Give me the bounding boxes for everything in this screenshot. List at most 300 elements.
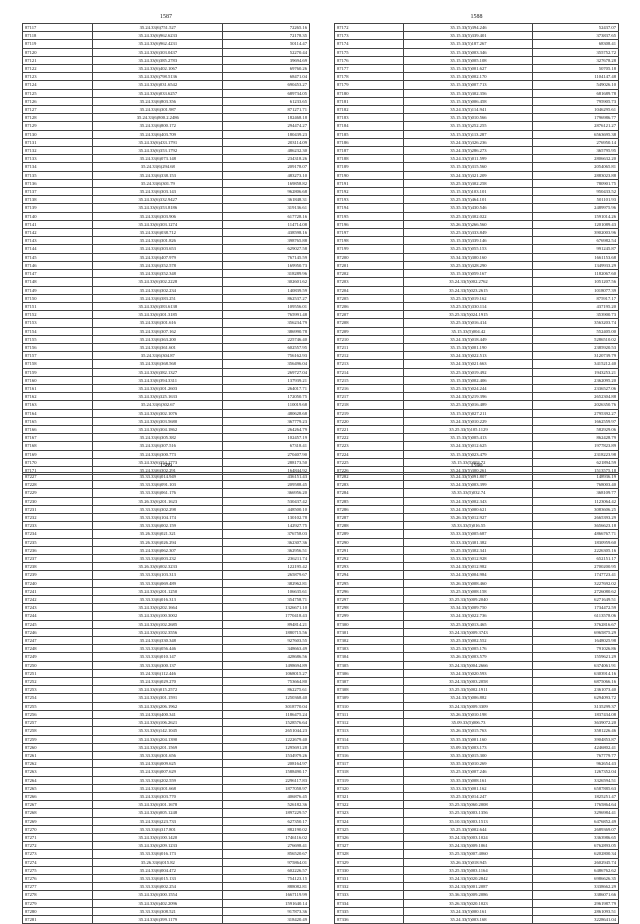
- point-id-cell: 87331: [335, 874, 404, 882]
- y-coordinate-cell: 756162.93: [223, 352, 310, 360]
- y-coordinate-cell: 602226.57: [223, 866, 310, 874]
- point-id-cell: 87308: [335, 686, 404, 694]
- table-row: [335, 907, 619, 915]
- x-coordinate-cell: 35.35.33(5)015.300: [404, 751, 533, 759]
- y-coordinate-cell: 617728.16: [223, 212, 310, 220]
- table-row: [23, 735, 310, 743]
- table-row: [335, 89, 619, 97]
- x-coordinate-cell: 35.15.33(5)003.346: [404, 48, 533, 56]
- panel-title: 1588: [470, 14, 483, 20]
- table-row: [335, 579, 619, 587]
- y-coordinate-cell: 602557.95: [223, 343, 310, 351]
- x-coordinate-cell: 35.26.33(5)010.198: [404, 710, 533, 718]
- point-id-cell: 87309: [335, 694, 404, 702]
- y-coordinate-cell: 1648025.98: [533, 637, 619, 645]
- point-id-cell: 87231: [23, 505, 93, 513]
- y-coordinate-cell: 2806632.20: [533, 155, 619, 163]
- point-id-cell: 87242: [23, 596, 93, 604]
- x-coordinate-cell: 35.15.33(5)027.211: [404, 409, 533, 417]
- table-row: [335, 727, 619, 735]
- panel-1589: [22, 463, 310, 924]
- table-row: [335, 661, 619, 669]
- point-id-cell: 87161: [23, 384, 93, 392]
- table-row: [335, 106, 619, 114]
- panel-title: 1590: [470, 463, 483, 469]
- y-coordinate-cell: 856520.67: [223, 850, 310, 858]
- point-id-cell: 87312: [335, 719, 404, 727]
- x-coordinate-cell: 35.24.33(6)394.3311: [93, 376, 223, 384]
- x-coordinate-cell: 35.33.33(5)001.162: [404, 784, 533, 792]
- point-id-cell: 87157: [23, 352, 93, 360]
- x-coordinate-cell: 35.25.33(5)024.244: [404, 384, 533, 392]
- table-row: [335, 286, 619, 294]
- x-coordinate-cell: 35.24.33(6)294.68: [93, 163, 223, 171]
- y-coordinate-cell: 169858.82: [223, 179, 310, 187]
- y-coordinate-cell: 3120739.79: [533, 352, 619, 360]
- table-row: [335, 522, 619, 530]
- table-row: [335, 858, 619, 866]
- x-coordinate-cell: 35.33.33(6)142.1045: [93, 727, 223, 735]
- x-coordinate-cell: 35.33.33(6)202.559: [93, 776, 223, 784]
- y-coordinate-cell: 681689.78: [533, 89, 619, 97]
- y-coordinate-cell: 269727.04: [223, 368, 310, 376]
- x-coordinate-cell: 35.26.33(5)012.927: [404, 514, 533, 522]
- y-coordinate-cell: 367779.23: [223, 417, 310, 425]
- point-id-cell: 87182: [335, 106, 404, 114]
- y-coordinate-cell: 1588490.17: [223, 768, 310, 776]
- table-row: [23, 489, 310, 497]
- table-row: [23, 883, 310, 891]
- y-coordinate-cell: 362307.36: [223, 538, 310, 546]
- point-id-cell: 87244: [23, 612, 93, 620]
- y-coordinate-cell: 2318223.98: [533, 450, 619, 458]
- x-coordinate-cell: 35.25.33(5)333.849: [404, 229, 533, 237]
- table-row: [23, 302, 310, 310]
- point-id-cell: 87241: [23, 587, 93, 595]
- table-row: [335, 505, 619, 513]
- y-coordinate-cell: 366956.20: [223, 489, 310, 497]
- x-coordinate-cell: 35.24.33(6)301.987: [93, 106, 223, 114]
- point-id-cell: 87124: [23, 81, 93, 89]
- point-id-cell: 87322: [335, 801, 404, 809]
- y-coordinate-cell: 428686.56: [223, 653, 310, 661]
- point-id-cell: 87330: [335, 866, 404, 874]
- table-row: [23, 760, 310, 768]
- x-coordinate-cell: 35.15.33(5)302.356: [404, 89, 533, 97]
- table-row: [335, 760, 619, 768]
- table-row: [335, 497, 619, 505]
- point-id-cell: 87166: [23, 425, 93, 433]
- y-coordinate-cell: 362956.51: [223, 546, 310, 554]
- x-coordinate-cell: 35.25.33(5)008.158: [404, 587, 533, 595]
- y-coordinate-cell: 69760.26: [223, 65, 310, 73]
- point-id-cell: 87240: [23, 579, 93, 587]
- point-id-cell: 87130: [23, 130, 93, 138]
- table-row: [23, 245, 310, 253]
- x-coordinate-cell: 35.24.33(6)382.1327: [93, 368, 223, 376]
- panel-1590: [334, 463, 619, 924]
- point-id-cell: 87333: [335, 891, 404, 899]
- table-row: [335, 481, 619, 489]
- point-id-cell: 87212: [335, 352, 404, 360]
- table-row: [335, 32, 619, 40]
- point-id-cell: 87183: [335, 114, 404, 122]
- x-coordinate-cell: 35.24.33(5)009.1061: [404, 842, 533, 850]
- point-id-cell: 87148: [23, 278, 93, 286]
- x-coordinate-cell: 35.25.33(5)464.101: [404, 196, 533, 204]
- y-coordinate-cell: 1825251.47: [533, 792, 619, 800]
- point-id-cell: 87278: [23, 891, 93, 899]
- table-row: [23, 147, 310, 155]
- table-row: [335, 114, 619, 122]
- y-coordinate-cell: 3363986.65: [533, 833, 619, 841]
- table-row: [23, 743, 310, 751]
- point-id-cell: 87132: [23, 147, 93, 155]
- point-id-cell: 87264: [23, 776, 93, 784]
- point-id-cell: 87225: [335, 458, 404, 466]
- point-id-cell: 87142: [23, 229, 93, 237]
- panel-1587: [22, 14, 310, 475]
- point-id-cell: 87207: [335, 311, 404, 319]
- y-coordinate-cell: 1222679.40: [223, 735, 310, 743]
- point-id-cell: 87334: [335, 899, 404, 907]
- table-row: [23, 253, 310, 261]
- x-coordinate-cell: 35.25.33(5)330.114: [404, 302, 533, 310]
- x-coordinate-cell: 35.35.33(5)032.74: [404, 489, 533, 497]
- y-coordinate-cell: 1837434.08: [533, 710, 619, 718]
- table-row: [335, 874, 619, 882]
- table-row: [23, 261, 310, 269]
- y-coordinate-cell: 1250368.40: [223, 694, 310, 702]
- y-coordinate-cell: 225746.40: [223, 335, 310, 343]
- y-coordinate-cell: 1591640.14: [223, 899, 310, 907]
- x-coordinate-cell: 35.15.33(5)103.101: [404, 188, 533, 196]
- x-coordinate-cell: 35.24.33(6)303.770: [93, 792, 223, 800]
- table-row: [335, 278, 619, 286]
- y-coordinate-cell: 6294093.72: [533, 694, 619, 702]
- table-row: [335, 825, 619, 833]
- point-id-cell: 87239: [23, 571, 93, 579]
- y-coordinate-cell: 365795.95: [533, 147, 619, 155]
- table-row: [23, 48, 310, 56]
- y-coordinate-cell: 6563695.38: [533, 130, 619, 138]
- table-row: [335, 678, 619, 686]
- y-coordinate-cell: 6486762.62: [533, 866, 619, 874]
- table-row: [335, 563, 619, 571]
- x-coordinate-cell: 35.24.33(6)353.8186: [93, 204, 223, 212]
- x-coordinate-cell: 35.24.33(5)022.736: [404, 612, 533, 620]
- y-coordinate-cell: 6875066.16: [533, 678, 619, 686]
- x-coordinate-cell: 35.15.33(5)003.72: [404, 458, 533, 466]
- x-coordinate-cell: 35.24.33(6)307.516: [93, 442, 223, 450]
- x-coordinate-cell: 35.25.33(5)060.2008: [404, 801, 533, 809]
- y-coordinate-cell: 2876121.27: [533, 122, 619, 130]
- y-coordinate-cell: 182468.18: [223, 114, 310, 122]
- table-row: [23, 138, 310, 146]
- y-coordinate-cell: 448500.10: [223, 505, 310, 513]
- y-coordinate-cell: 376758.03: [223, 530, 310, 538]
- x-coordinate-cell: 35.25.33(5)302.341: [404, 546, 533, 554]
- point-id-cell: 87258: [23, 727, 93, 735]
- point-id-cell: 87222: [335, 434, 404, 442]
- x-coordinate-cell: 35.24.33(5)091.807: [404, 473, 533, 481]
- y-coordinate-cell: 6587885.63: [533, 784, 619, 792]
- y-coordinate-cell: 2226305.16: [533, 546, 619, 554]
- x-coordinate-cell: 35.24.33(6)402.2096: [93, 899, 223, 907]
- point-id-cell: 87255: [23, 702, 93, 710]
- point-id-cell: 87289: [335, 530, 404, 538]
- y-coordinate-cell: 3386071.66: [533, 891, 619, 899]
- x-coordinate-cell: 35.25.33(5)105.1129: [404, 425, 533, 433]
- x-coordinate-cell: 35.25.33(5)002.552: [404, 637, 533, 645]
- y-coordinate-cell: 3296984.41: [533, 809, 619, 817]
- x-coordinate-cell: 35.33.33(6)016.173: [93, 850, 223, 858]
- x-coordinate-cell: 35.24.33(6)305.382: [93, 434, 223, 442]
- table-row: [23, 915, 310, 923]
- y-coordinate-cell: 327678.28: [533, 56, 619, 64]
- point-id-cell: 87297: [335, 596, 404, 604]
- x-coordinate-cell: 35.24.33(6)338.153: [93, 171, 223, 179]
- x-coordinate-cell: 35.24.33(6)301.1678: [93, 801, 223, 809]
- x-coordinate-cell: 35.24.33(6)015.2572: [93, 686, 223, 694]
- x-coordinate-cell: 35.15.33(5)002.406: [404, 376, 533, 384]
- y-coordinate-cell: 483273.10: [223, 171, 310, 179]
- table-row: [335, 343, 619, 351]
- point-id-cell: 87144: [23, 245, 93, 253]
- x-coordinate-cell: 35.24.33(6)307.162: [93, 327, 223, 335]
- table-row: [23, 204, 310, 212]
- x-coordinate-cell: 35.15.33(5)187.267: [404, 40, 533, 48]
- point-id-cell: 87227: [23, 473, 93, 481]
- y-coordinate-cell: 2795392.27: [533, 409, 619, 417]
- y-coordinate-cell: 3018770.04: [223, 702, 310, 710]
- point-id-cell: 87272: [23, 842, 93, 850]
- table-row: [335, 489, 619, 497]
- x-coordinate-cell: 35.24.33(6)403.709: [93, 130, 223, 138]
- point-id-cell: 87304: [335, 653, 404, 661]
- x-coordinate-cell: 35.33.33(6)014.949: [93, 473, 223, 481]
- y-coordinate-cell: 754123.15: [223, 874, 310, 882]
- point-id-cell: 87131: [23, 138, 93, 146]
- point-id-cell: 87180: [335, 89, 404, 97]
- x-coordinate-cell: 35.33.33(5)301.382: [404, 538, 533, 546]
- y-coordinate-cell: 2296117.83: [223, 776, 310, 784]
- x-coordinate-cell: 35.24.33(6)300.773: [93, 450, 223, 458]
- x-coordinate-cell: 35.24.33(5)003.2058: [404, 678, 533, 686]
- x-coordinate-cell: 35.15.33(5)006.458: [404, 97, 533, 105]
- x-coordinate-cell: 35.24.33(6)361.601: [93, 343, 223, 351]
- table-row: [23, 229, 310, 237]
- table-row: [335, 253, 619, 261]
- x-coordinate-cell: 35.25.33(5)055.153: [404, 245, 533, 253]
- y-coordinate-cell: 318289.96: [223, 270, 310, 278]
- table-row: [23, 65, 310, 73]
- x-coordinate-cell: 35.25.33(5)007.246: [404, 768, 533, 776]
- table-row: [335, 409, 619, 417]
- point-id-cell: 87280: [23, 907, 93, 915]
- point-id-cell: 87299: [335, 612, 404, 620]
- point-id-cell: 87281: [23, 915, 93, 923]
- table-row: [335, 138, 619, 146]
- table-row: [23, 97, 310, 105]
- y-coordinate-cell: 6303914.16: [533, 669, 619, 677]
- y-coordinate-cell: 917873.36: [223, 907, 310, 915]
- y-coordinate-cell: 39694.69: [223, 56, 310, 64]
- table-row: [23, 442, 310, 450]
- point-id-cell: 87210: [335, 335, 404, 343]
- table-row: [335, 442, 619, 450]
- x-coordinate-cell: 35.24.33(5)020.593: [404, 669, 533, 677]
- table-row: [335, 384, 619, 392]
- table-row: [335, 352, 619, 360]
- table-row: [335, 147, 619, 155]
- table-row: [23, 833, 310, 841]
- x-coordinate-cell: 35.24.33(6)004.472: [93, 866, 223, 874]
- x-coordinate-cell: 35.10.33(5)003.1513: [404, 817, 533, 825]
- x-coordinate-cell: 35.33.33(5)005.687: [404, 530, 533, 538]
- y-coordinate-cell: 1830959.60: [533, 538, 619, 546]
- point-id-cell: 87305: [335, 661, 404, 669]
- point-id-cell: 87126: [23, 97, 93, 105]
- point-id-cell: 87236: [23, 546, 93, 554]
- x-coordinate-cell: 35.34.33(5)009.750: [404, 604, 533, 612]
- y-coordinate-cell: 4866767.71: [533, 530, 619, 538]
- table-row: [335, 417, 619, 425]
- y-coordinate-cell: 276698.41: [223, 842, 310, 850]
- y-coordinate-cell: 1186475.24: [223, 710, 310, 718]
- y-coordinate-cell: 962806.68: [223, 188, 310, 196]
- x-coordinate-cell: 35.24.33(5)300.261: [404, 466, 533, 474]
- point-id-cell: 87185: [335, 130, 404, 138]
- point-id-cell: 87233: [23, 522, 93, 530]
- y-coordinate-cell: 1349933.29: [533, 261, 619, 269]
- x-coordinate-cell: 35.24.33(6)304.87: [93, 352, 223, 360]
- y-coordinate-cell: 72265.16: [223, 24, 310, 32]
- x-coordinate-cell: 35.24.33(6)304.1862: [93, 425, 223, 433]
- x-coordinate-cell: 35.24.33(5)011.599: [404, 155, 533, 163]
- table-row: [335, 735, 619, 743]
- x-coordinate-cell: 35.24.33(6)301.1591: [93, 694, 223, 702]
- y-coordinate-cell: 2602945.74: [533, 858, 619, 866]
- x-coordinate-cell: 35.26.33(6)201.1623: [93, 497, 223, 505]
- table-row: [23, 73, 310, 81]
- point-id-cell: 87218: [335, 401, 404, 409]
- table-row: [23, 669, 310, 677]
- point-id-cell: 87179: [335, 81, 404, 89]
- table-row: [335, 73, 619, 81]
- y-coordinate-cell: 3135299.37: [533, 702, 619, 710]
- y-coordinate-cell: 530437.42: [223, 497, 310, 505]
- y-coordinate-cell: 1534979.26: [223, 751, 310, 759]
- point-id-cell: 87332: [335, 883, 404, 891]
- y-coordinate-cell: 1796986.77: [533, 114, 619, 122]
- point-id-cell: 87125: [23, 89, 93, 97]
- table-row: [23, 546, 310, 554]
- x-coordinate-cell: 35.15.33(5)005.413: [404, 434, 533, 442]
- table-row: [335, 555, 619, 563]
- y-coordinate-cell: 1182067.60: [533, 270, 619, 278]
- point-id-cell: 87252: [23, 678, 93, 686]
- y-coordinate-cell: 3083606.25: [533, 505, 619, 513]
- point-id-cell: 87141: [23, 220, 93, 228]
- x-coordinate-cell: 35.15.33(5)394.246: [404, 24, 533, 32]
- y-coordinate-cell: 862275.61: [223, 686, 310, 694]
- y-coordinate-cell: 106635.61: [223, 587, 310, 595]
- point-id-cell: 87165: [23, 417, 93, 425]
- y-coordinate-cell: 102457.19: [223, 434, 310, 442]
- point-id-cell: 87149: [23, 286, 93, 294]
- table-row: [23, 792, 310, 800]
- x-coordinate-cell: 35.24.33(5)321.209: [404, 171, 533, 179]
- y-coordinate-cell: 1880715.56: [223, 628, 310, 636]
- x-coordinate-cell: 35.33.33(6)317.801: [93, 825, 223, 833]
- y-coordinate-cell: 875917.17: [533, 294, 619, 302]
- x-coordinate-cell: 35.25.33(5)007.4060: [404, 850, 533, 858]
- y-coordinate-cell: 382962.81: [223, 579, 310, 587]
- point-id-cell: 87194: [335, 204, 404, 212]
- point-id-cell: 87327: [335, 842, 404, 850]
- y-coordinate-cell: 486232.30: [223, 147, 310, 155]
- table-row: [23, 686, 310, 694]
- x-coordinate-cell: 35.24.33(6)301.79: [93, 179, 223, 187]
- x-coordinate-cell: 35.24.33(5)003.1024: [404, 833, 533, 841]
- x-coordinate-cell: 35.26.33(5)015.763: [404, 727, 533, 735]
- table-row: [23, 114, 310, 122]
- x-coordinate-cell: 35.25.33(5)019.162: [404, 294, 533, 302]
- x-coordinate-cell: 35.15.33(5)059.167: [404, 270, 533, 278]
- y-coordinate-cell: 1046295.61: [533, 106, 619, 114]
- x-coordinate-cell: 35.24.33(6)751.527: [93, 24, 223, 32]
- y-coordinate-cell: 2361073.40: [533, 686, 619, 694]
- x-coordinate-cell: 35.24.33(6)301.2603: [93, 384, 223, 392]
- table-row: [335, 817, 619, 825]
- point-id-cell: 87317: [335, 760, 404, 768]
- table-row: [335, 538, 619, 546]
- coordinate-table-body: [335, 473, 619, 924]
- point-id-cell: 87137: [23, 188, 93, 196]
- table-row: [335, 97, 619, 105]
- x-coordinate-cell: 35.24.33(6)303.653: [93, 245, 223, 253]
- point-id-cell: 87168: [23, 442, 93, 450]
- y-coordinate-cell: 1267352.04: [533, 768, 619, 776]
- table-row: [335, 850, 619, 858]
- table-row: [335, 866, 619, 874]
- point-id-cell: 87336: [335, 915, 404, 923]
- y-coordinate-cell: 354758.71: [223, 596, 310, 604]
- point-id-cell: 87298: [335, 604, 404, 612]
- point-id-cell: 87303: [335, 645, 404, 653]
- y-coordinate-cell: 888082.81: [223, 883, 310, 891]
- x-coordinate-cell: 35.33.33(6)015.133: [93, 874, 223, 882]
- x-coordinate-cell: 35.24.33(5)006.882: [404, 694, 533, 702]
- x-coordinate-cell: 35.24.33(6)803.356: [93, 97, 223, 105]
- point-id-cell: 87204: [335, 286, 404, 294]
- y-coordinate-cell: 2652304.88: [533, 393, 619, 401]
- point-id-cell: 87199: [335, 245, 404, 253]
- table-row: [23, 393, 310, 401]
- table-row: [23, 645, 310, 653]
- point-id-cell: 87154: [23, 327, 93, 335]
- y-coordinate-cell: 110019.68: [223, 401, 310, 409]
- table-row: [335, 587, 619, 595]
- y-coordinate-cell: 140839.59: [223, 286, 310, 294]
- point-id-cell: 87279: [23, 899, 93, 907]
- y-coordinate-cell: 148936.19: [533, 473, 619, 481]
- point-id-cell: 87291: [335, 546, 404, 554]
- y-coordinate-cell: 791026.86: [533, 645, 619, 653]
- y-coordinate-cell: 582929.06: [533, 425, 619, 433]
- table-row: [335, 628, 619, 636]
